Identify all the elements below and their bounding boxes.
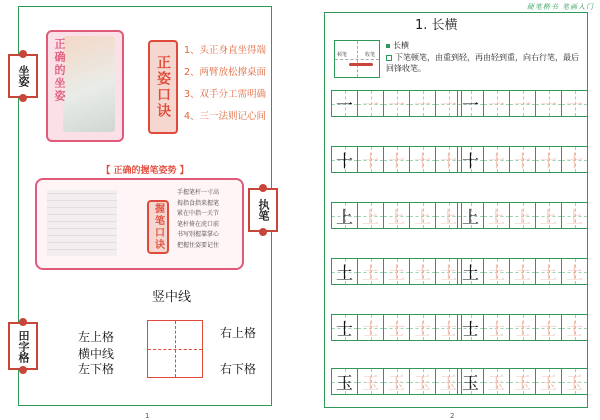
model-character: 一	[336, 96, 353, 116]
model-character: 上	[336, 208, 353, 228]
posture-photo	[63, 36, 115, 132]
trace-cell	[483, 258, 510, 285]
trace-character: 十	[440, 152, 457, 172]
practice-grid-left	[332, 258, 462, 285]
practice-grid-right	[458, 258, 588, 285]
trace-cell	[357, 202, 384, 229]
trace-cell	[535, 368, 562, 395]
model-cell	[331, 202, 358, 229]
trace-cell	[383, 314, 410, 341]
trace-character: 士	[540, 320, 557, 340]
horizontal-center-label: 横中线	[78, 347, 115, 361]
model-character: 玉	[336, 374, 353, 394]
trace-cell	[535, 258, 562, 285]
page-number: 1	[145, 412, 150, 420]
pen-text-line: 笔杆倚在虎口前	[177, 220, 220, 228]
posture-tip: 1、头正身直坐得端	[184, 45, 267, 56]
tianzige-diagram	[147, 320, 203, 378]
trace-cell	[409, 258, 436, 285]
trace-cell	[409, 314, 436, 341]
trace-cell	[357, 258, 384, 285]
trace-character: 十	[414, 152, 431, 172]
trace-character: 十	[388, 152, 405, 172]
pen-text-line: 紧在中指一关节	[177, 210, 220, 217]
demo-guide-vertical	[357, 41, 358, 77]
trace-character: 玉	[540, 374, 557, 394]
model-cell	[457, 368, 484, 395]
trace-cell	[561, 146, 588, 173]
upper-left-label: 左上格	[78, 330, 115, 344]
pen-frame	[35, 178, 244, 270]
stroke-name: 长横	[386, 40, 409, 51]
trace-cell	[483, 368, 510, 395]
practice-grid-left	[332, 146, 462, 173]
pen-photo	[47, 190, 117, 256]
trace-character: 上	[514, 208, 531, 228]
posture-tip: 3、双手分工需明确	[184, 89, 267, 100]
trace-character: 一	[414, 96, 431, 116]
model-cell	[331, 146, 358, 173]
trace-character: 十	[488, 152, 505, 172]
trace-cell	[383, 258, 410, 285]
tianzige-vertical-line	[175, 321, 176, 377]
trace-character: 土	[388, 264, 405, 284]
trace-cell	[383, 90, 410, 117]
trace-cell	[561, 90, 588, 117]
model-character: 玉	[462, 374, 479, 394]
trace-cell	[383, 146, 410, 173]
trace-character: 玉	[566, 374, 583, 394]
practice-grid-right	[458, 146, 588, 173]
posture-stamp: 正姿口诀	[148, 40, 178, 134]
trace-cell	[357, 146, 384, 173]
practice-grid-right	[458, 202, 588, 229]
trace-cell	[509, 90, 536, 117]
trace-cell	[483, 90, 510, 117]
pen-stamp: 握笔口诀	[147, 200, 169, 254]
practice-grid-left	[332, 368, 462, 395]
trace-character: 玉	[440, 374, 457, 394]
trace-cell	[409, 90, 436, 117]
trace-character: 上	[362, 208, 379, 228]
trace-character: 上	[388, 208, 405, 228]
trace-cell	[561, 368, 588, 395]
model-character: 十	[462, 152, 479, 172]
trace-cell	[535, 314, 562, 341]
trace-character: 上	[540, 208, 557, 228]
practice-grid-right	[458, 90, 588, 117]
pen-text	[177, 188, 219, 251]
trace-character: 玉	[362, 374, 379, 394]
lesson-title: 1. 长横	[415, 18, 458, 33]
model-cell	[457, 202, 484, 229]
trace-character: 士	[388, 320, 405, 340]
trace-character: 士	[440, 320, 457, 340]
trace-cell	[509, 368, 536, 395]
center-line-label: 竖中线	[152, 290, 192, 305]
trace-cell	[409, 146, 436, 173]
trace-cell	[509, 146, 536, 173]
trace-character: 土	[514, 264, 531, 284]
trace-cell	[483, 146, 510, 173]
stroke-description: 下笔顿笔，由重到轻，再由轻到重，向右行笔，最后回锋收笔。	[386, 52, 586, 74]
trace-cell	[509, 258, 536, 285]
posture-tip: 4、三一法则记心间	[184, 111, 267, 122]
model-character: 土	[462, 264, 479, 284]
model-character: 士	[462, 320, 479, 340]
trace-character: 一	[440, 96, 457, 116]
trace-cell	[409, 368, 436, 395]
trace-character: 一	[514, 96, 531, 116]
demo-start-label: 顿笔	[337, 52, 348, 58]
model-cell	[331, 90, 358, 117]
trace-cell	[509, 314, 536, 341]
trace-cell	[561, 258, 588, 285]
trace-character: 十	[540, 152, 557, 172]
model-cell	[457, 314, 484, 341]
trace-character: 十	[514, 152, 531, 172]
right-page	[310, 0, 600, 420]
trace-cell	[483, 202, 510, 229]
trace-character: 士	[514, 320, 531, 340]
model-cell	[331, 314, 358, 341]
trace-character: 土	[540, 264, 557, 284]
trace-character: 士	[414, 320, 431, 340]
trace-cell	[383, 202, 410, 229]
trace-character: 一	[566, 96, 583, 116]
pen-text-line: 拇指食指来握笔	[177, 199, 220, 207]
posture-side-label: 坐姿	[8, 54, 38, 98]
trace-character: 一	[540, 96, 557, 116]
demo-end-label: 收笔	[365, 52, 376, 58]
trace-character: 一	[388, 96, 405, 116]
trace-cell	[483, 314, 510, 341]
practice-grid-right	[458, 368, 588, 395]
trace-cell	[535, 202, 562, 229]
trace-cell	[383, 368, 410, 395]
trace-cell	[357, 90, 384, 117]
trace-character: 土	[566, 264, 583, 284]
pen-text-line: 手握笔杆一寸高	[177, 189, 220, 196]
practice-grid-left	[332, 202, 462, 229]
trace-cell	[535, 146, 562, 173]
trace-character: 土	[488, 264, 505, 284]
upper-right-label: 右上格	[220, 326, 257, 340]
pen-text-line: 把握住姿要记住	[177, 241, 220, 249]
model-character: 一	[462, 96, 479, 116]
trace-cell	[509, 202, 536, 229]
trace-character: 一	[488, 96, 505, 116]
model-character: 上	[462, 208, 479, 228]
trace-cell	[357, 368, 384, 395]
lower-right-label: 右下格	[220, 362, 257, 376]
practice-grid-right	[458, 314, 588, 341]
page-header: 硬笔楷书 笔画入门	[526, 3, 594, 11]
trace-character: 上	[440, 208, 457, 228]
trace-character: 玉	[514, 374, 531, 394]
left-page	[0, 0, 290, 420]
trace-cell	[409, 202, 436, 229]
trace-character: 玉	[414, 374, 431, 394]
trace-character: 玉	[388, 374, 405, 394]
trace-character: 士	[566, 320, 583, 340]
trace-character: 玉	[488, 374, 505, 394]
trace-cell	[561, 314, 588, 341]
trace-character: 一	[362, 96, 379, 116]
demo-stroke	[349, 63, 373, 66]
trace-cell	[357, 314, 384, 341]
trace-character: 十	[566, 152, 583, 172]
trace-character: 上	[414, 208, 431, 228]
model-cell	[457, 90, 484, 117]
model-character: 士	[336, 320, 353, 340]
model-cell	[331, 368, 358, 395]
trace-character: 十	[362, 152, 379, 172]
trace-character: 上	[566, 208, 583, 228]
practice-grid-left	[332, 90, 462, 117]
model-cell	[457, 258, 484, 285]
posture-vertical-title: 正确的坐姿	[53, 38, 66, 103]
model-character: 土	[336, 264, 353, 284]
trace-cell	[535, 90, 562, 117]
trace-character: 土	[362, 264, 379, 284]
pen-text-line: 书写别握靠掌心	[177, 231, 220, 238]
pen-side-label: 执笔	[248, 188, 278, 232]
practice-grid-left	[332, 314, 462, 341]
trace-cell	[561, 202, 588, 229]
model-cell	[331, 258, 358, 285]
trace-character: 土	[414, 264, 431, 284]
trace-character: 士	[488, 320, 505, 340]
posture-tips	[184, 40, 266, 128]
model-cell	[457, 146, 484, 173]
tianzige-side-label: 田字格	[8, 322, 38, 370]
pen-banner: 【 正确的握笔姿势 】	[101, 166, 189, 176]
page-number: 2	[450, 412, 455, 420]
trace-character: 上	[488, 208, 505, 228]
lower-left-label: 左下格	[78, 362, 115, 376]
trace-character: 士	[362, 320, 379, 340]
posture-tip: 2、两臂放松撑桌面	[184, 67, 267, 78]
model-character: 十	[336, 152, 353, 172]
trace-character: 土	[440, 264, 457, 284]
stroke-demo	[334, 40, 380, 78]
